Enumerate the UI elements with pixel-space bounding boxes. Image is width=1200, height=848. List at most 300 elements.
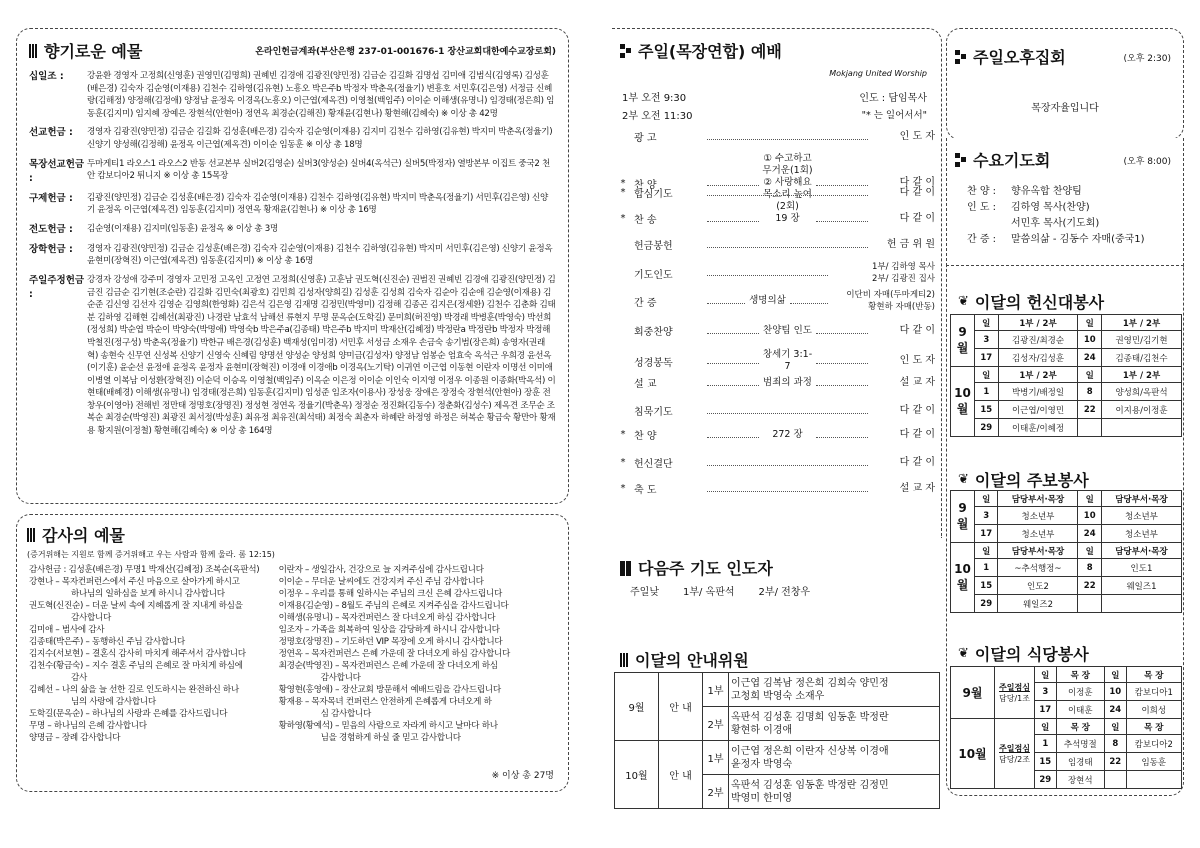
month-label: 10월 bbox=[958, 747, 987, 761]
header-cell: 일 bbox=[1035, 719, 1057, 735]
offering-names: 강경자 강성애 강주미 경영자 고민정 고옥인 고정연 고정희(신영훈) 고훈남 권도혁(신진순) 권범진 권혜빈 김경애 김광진(양민정) 김금진 김금순 김기현(조순란) 김길화 김민숙(최광호) 김민희 김성자(양희길) 김성훈 김성희 김숙자 김순아 김순애 김순영(이재용) 김순준 김신영 김선자 김영순 김영희(한영화) 김은석 김은영 김재명 김정민(박영미) 김정해 김종곤 김지은(정세환) 김천수 김춘화 김태분 김하영 김해현 김혜선(최광진) 나경란 남효석 남해선 류현지 무명 문옥순(도학길) 문미희(허진영) 박경래 박병훈(박영숙) 박선희(정성희) 박순엽 박순이 박양숙(박명애) 박영숙b 박은주a(김종태) 박은주b 박지미 박재산(김혜정) 박정란a 박정란b 박정자 박정해 박철진(정구성) 박춘옥(정율기) 박한규 배은경(김성훈) 백재성(임미경) 서민후 서성금 소재우 손금숙 송기범(장은희) 송영자(권래혁) 송현숙 신무연 신성복 신양기 신영숙 신혜림 양명선 양성순 양성희 양미금(김성자) 양정남 엄봉순 엄효숙 옥석근 우희경 윤선옥(이기훈) 윤순선 윤정애 윤정옥 윤정자 윤현미(장혁진) 이경애 이경애b 이경옥(노기탁) 이귀연 이근엽 이동현 이란자 이명선 이미애 이병열 이복남 이성환(장혁진) 이순덕 이승옥 이영철(백임주) 이옥순 이은정 이이순 이인숙 이지영 이정우 이종원 이종화(박옥석) 이현태(배혜경) 이해생(유명니) 임경태(정은희) 임동훈(김지미) 임성준 임조자(이용사) 장성웅 장애은 장정숙 장현석(안현아) 장훈 전창우(이영아) 전해빈 정만태 정명호(장명진) 정성현 정연옥 정율기(박춘옥) 정정순 정진화(김동수) 정춘화(김성수) 제옥견 조무순 조복순 최경순(박영진) 최광진 최서정(박성훈) 최유정 최유진(최석태) 최정숙 최춘자 하혜란 하정영 하정은 허복순 황금숙 황만아 황재용 황지원(이정철) 황현해(김혜숙) ※ 이상 총 164명 bbox=[87, 274, 556, 437]
dot-leader bbox=[707, 432, 759, 438]
assignee-cell: ~추석행정~ bbox=[998, 559, 1078, 577]
online-account: 온라인헌금계좌(부산은행 237-01-001676-1 장산교회대한예수교장로회) bbox=[255, 47, 556, 57]
dot-leader bbox=[707, 358, 759, 364]
table-header-row bbox=[951, 491, 1182, 507]
table-row bbox=[951, 595, 1182, 613]
offering-row bbox=[29, 158, 556, 186]
day-cell: 29 bbox=[975, 595, 998, 613]
worship-item: 침묵기도 bbox=[634, 407, 673, 418]
thanks-item: 황영현(홍영애) – 장산교회 방문해서 예배드림을 감사드립니다 bbox=[278, 685, 501, 695]
wednesday-time: (오후 8:00) bbox=[1123, 157, 1171, 167]
header-cell: 담당부서·목장 bbox=[998, 543, 1078, 559]
assignee-cell: 캄보디아2 bbox=[1126, 735, 1181, 753]
day-cell: 3 bbox=[975, 507, 998, 525]
header-cell: 목 장 bbox=[1126, 667, 1181, 683]
worship-detail: 범죄의 과정 bbox=[763, 376, 812, 388]
thanks-item: 이재용(김순영) – 8월도 주님의 은혜로 지켜주심을 감사드립니다 bbox=[278, 601, 509, 611]
header-cell: 담당부서·목장 bbox=[1101, 543, 1181, 559]
worship-row bbox=[612, 289, 941, 313]
offering-label: 십일조 : bbox=[29, 71, 64, 82]
devotion-heading: ❦ 이달의 헌신대봉사 bbox=[958, 293, 1105, 312]
usher-part: 1부 bbox=[703, 741, 729, 775]
day-cell: 8 bbox=[1078, 383, 1102, 401]
wednesday-value: 김하영 목사(찬양) bbox=[1011, 202, 1090, 213]
worship-row bbox=[612, 153, 941, 213]
stand-mark: * bbox=[620, 429, 626, 440]
assignee-cell: 박병기/배정일 bbox=[998, 383, 1078, 401]
usher-part: 1부 bbox=[703, 673, 729, 707]
stand-note: "* 는 일어서서" bbox=[861, 110, 927, 121]
worship-leader: 설 교 자 bbox=[899, 376, 936, 388]
flower-icon: ❦ bbox=[958, 646, 969, 661]
dot-leader bbox=[816, 380, 868, 386]
day-cell: 1 bbox=[975, 559, 998, 577]
worship-leader: 설 교 자 bbox=[899, 482, 935, 494]
worship-item: 찬 송 bbox=[634, 215, 657, 226]
thanks-item: 님을 경험하게 하실 줄 믿고 감사합니다 bbox=[320, 733, 461, 743]
dot-leader bbox=[707, 216, 759, 222]
worship-row bbox=[612, 481, 941, 496]
thanks-item: 임조자 – 가족을 회복하여 일상을 감당하게 하시니 감사합니다 bbox=[278, 625, 500, 635]
header-cell: 일 bbox=[1078, 315, 1102, 331]
worship-row bbox=[612, 323, 941, 338]
thanks-item: 감사헌금 : 김성훈(배은경) 무명1 박재산(김혜정) 조복순(옥판석) bbox=[29, 565, 260, 575]
worship-leader: 다 같 이 bbox=[899, 177, 936, 188]
offering-label: 장학헌금 : bbox=[29, 243, 73, 255]
stand-mark: * bbox=[620, 483, 626, 494]
wednesday-value: 말씀의삶 - 김동수 자매(중국1) bbox=[1011, 234, 1145, 245]
usher-names: 이근엽 정은희 이란자 신상복 이경애 윤정자 박영숙 bbox=[729, 741, 940, 775]
worship-item: 광 고 bbox=[634, 133, 657, 144]
assignee-cell: 웨일즈2 bbox=[998, 595, 1078, 613]
worship-leader: 인 도 자 bbox=[899, 355, 936, 366]
day-cell: 3 bbox=[1035, 683, 1057, 701]
worship-leader: 다 같 이 bbox=[899, 456, 935, 468]
header-cell: 1부 / 2부 bbox=[998, 367, 1078, 383]
flower-icon: ❦ bbox=[958, 294, 969, 309]
worship-leader: 1부/ 김하영 목사 2부/ 김광진 집사 bbox=[872, 262, 935, 284]
ushers-heading: 이달의 안내위원 bbox=[620, 648, 749, 671]
table-header-row bbox=[951, 367, 1182, 383]
thanks-item: 황재용 – 목자목녀 컨퍼런스 안전하게 은혜롭게 다녀오게 하 bbox=[278, 697, 492, 707]
thanks-right-list bbox=[277, 564, 558, 744]
worship-row bbox=[612, 237, 941, 252]
wednesday-line bbox=[967, 232, 1145, 248]
worship-row bbox=[612, 427, 941, 442]
stand-mark: * bbox=[620, 457, 626, 468]
month-label: 9월 bbox=[951, 315, 975, 367]
offering-label: 목장선교헌금 : bbox=[29, 158, 85, 184]
dot-leader bbox=[707, 134, 868, 140]
bullet-icon bbox=[955, 153, 967, 167]
usher-names: 옥판석 김성훈 임동훈 박정란 김정민 박영미 한미영 bbox=[729, 775, 940, 809]
afternoon-panel bbox=[946, 28, 1184, 140]
worship-leader: 다 같 이 bbox=[899, 186, 935, 198]
usher-names: 옥판석 김성훈 김명희 임동훈 박정란 황현하 이경애 bbox=[729, 707, 940, 741]
month-label: 10월 bbox=[951, 367, 975, 437]
table-header-row bbox=[951, 719, 1182, 735]
thanks-item: 도학길(문옥순) – 하나님의 사랑과 은혜를 감사드립니다 bbox=[29, 709, 228, 719]
header-cell: 일 bbox=[1105, 667, 1127, 683]
wednesday-key bbox=[967, 216, 1011, 232]
assignee-cell: 청소년부 bbox=[998, 525, 1078, 543]
wednesday-value: 향유옥합 찬양팀 bbox=[1011, 186, 1082, 197]
header-cell: 일 bbox=[1078, 367, 1102, 383]
worship-leader: 다 같 이 bbox=[899, 324, 936, 336]
day-cell: 22 bbox=[1078, 577, 1101, 595]
assignee-cell: 김광진/최경순 bbox=[998, 331, 1078, 349]
worship-row bbox=[612, 349, 941, 373]
next-prayer-first: 1부/ 옥판석 bbox=[682, 587, 735, 598]
afternoon-title: 주일오후집회 bbox=[973, 48, 1066, 67]
header-cell: 일 bbox=[1035, 667, 1057, 683]
worship-row bbox=[612, 211, 941, 226]
team-cell bbox=[995, 719, 1035, 789]
worship-item: 헌신결단 bbox=[634, 459, 673, 470]
wednesday-key: 간 증 : bbox=[967, 234, 997, 245]
header-cell: 일 bbox=[975, 367, 999, 383]
offering-row bbox=[29, 223, 556, 237]
bar-icon bbox=[29, 44, 38, 58]
thanks-item: 감사합니다 bbox=[320, 673, 361, 683]
assignee-cell: 이지용/이정훈 bbox=[1102, 401, 1182, 419]
assignee-cell: 추석명절 bbox=[1056, 735, 1104, 753]
thanks-item: 권도혁(신진순) – 더운 날씨 속에 지혜롭게 잘 지내게 하심을 bbox=[29, 601, 243, 611]
table-row bbox=[951, 401, 1182, 419]
team-name: 주일점심 bbox=[999, 743, 1030, 753]
thanks-item: 님의 사랑에 감사합니다 bbox=[71, 697, 156, 707]
wednesday-title: 수요기도회 bbox=[973, 151, 1051, 170]
worship-row bbox=[612, 375, 941, 390]
team-cell bbox=[995, 667, 1035, 719]
worship-row bbox=[612, 403, 941, 418]
assignee-cell: 김종태/김천수 bbox=[1102, 349, 1182, 367]
thanks-item: 김혜선 – 나의 삶을 늘 선한 길로 인도하시는 완전하신 하나 bbox=[29, 685, 239, 695]
header-cell: 목 장 bbox=[1056, 719, 1104, 735]
dot-leader bbox=[790, 298, 828, 304]
table-row bbox=[951, 349, 1182, 367]
ushers-table bbox=[614, 672, 940, 809]
day-cell: 8 bbox=[1078, 559, 1101, 577]
thanks-item: 김천수(황금숙) – 지수 결혼 주님의 은혜로 잘 마치게 하심에 bbox=[29, 661, 243, 671]
bar-icon bbox=[620, 653, 629, 667]
afternoon-body: 목장자율입니다 bbox=[1031, 103, 1099, 114]
day-cell: 10 bbox=[1105, 683, 1127, 701]
offering-list bbox=[29, 70, 556, 438]
thanks-item: 이란자 – 생일감사, 건강으로 늘 지켜주심에 감사드립니다 bbox=[278, 565, 484, 575]
assignee-cell: 이태훈 bbox=[1056, 701, 1104, 719]
next-prayer-sunday: 주일낮 bbox=[630, 587, 659, 598]
worship-detail: 생명의삶 bbox=[749, 295, 786, 306]
day-cell: 15 bbox=[1035, 753, 1057, 771]
day-cell: 17 bbox=[975, 525, 998, 543]
dot-leader bbox=[816, 358, 868, 364]
header-cell: 일 bbox=[975, 315, 999, 331]
worship-leader: 인 도 자 bbox=[899, 130, 935, 142]
wednesday-line bbox=[967, 184, 1145, 200]
lead-label: 인도 : 담임목사 bbox=[859, 93, 927, 104]
offering-row bbox=[29, 243, 556, 268]
worship-detail: ① 수고하고 무거운(1회) ② 사랑해요 목소리 높여(2회) bbox=[762, 153, 813, 212]
kitchen-heading: ❦ 이달의 식당봉사 bbox=[958, 645, 1089, 664]
usher-names: 이근엽 김복남 정은희 김희숙 양민정 고청희 박영숙 소재우 bbox=[729, 673, 940, 707]
dot-leader bbox=[707, 298, 745, 304]
offering-label: 전도헌금 : bbox=[29, 223, 73, 235]
worship-item: 합심기도 bbox=[634, 189, 673, 200]
wednesday-lines bbox=[967, 184, 1145, 248]
worship-leader: 다 같 이 bbox=[899, 212, 936, 224]
header-cell: 1부 / 2부 bbox=[1102, 367, 1182, 383]
worship-row bbox=[612, 261, 941, 285]
assignee-cell: 권영민/김기현 bbox=[1102, 331, 1182, 349]
offering-names: 경영자 김광진(양민정) 김금순 김길화 김성훈(배은경) 김숙자 김순영(이재용) 김지미 김천수 김하영(김유현) 박지미 박춘옥(정율기) 신양기 양성해(김정해) 윤정옥 이근엽(제옥견) 이이순 임동훈 ※ 이상 총 18명 bbox=[87, 127, 553, 150]
next-prayer-row bbox=[630, 583, 810, 598]
thanks-item: 김종태(박은주) – 동행하신 주님 감사합니다 bbox=[29, 637, 185, 647]
worship-item: 찬 양 bbox=[634, 179, 657, 191]
month-label: 9월 bbox=[962, 686, 983, 700]
day-cell bbox=[1078, 419, 1102, 437]
day-cell: 22 bbox=[1105, 753, 1127, 771]
day-cell: 17 bbox=[975, 349, 999, 367]
table-row bbox=[951, 419, 1182, 437]
thanks-item: 이해생(유명니) – 목자컨퍼런스 잘 다녀오게 하심 감사합니다 bbox=[278, 613, 496, 623]
assignee-cell: 이희성 bbox=[1126, 701, 1181, 719]
header-cell: 1부 / 2부 bbox=[998, 315, 1078, 331]
usher-part: 2부 bbox=[703, 707, 729, 741]
day-cell: 10 bbox=[1078, 507, 1101, 525]
dot-leader bbox=[707, 408, 868, 414]
thanks-item: 감사합니다 bbox=[71, 613, 112, 623]
worship-item: 찬 양 bbox=[634, 431, 657, 442]
thanks-verse: (증거위해는 지원로 함께 증거위해고 우는 사람과 함께 울라. 롬 12:15) bbox=[27, 550, 275, 559]
service-time-1: 1부 오전 9:30 bbox=[622, 93, 687, 104]
assignee-cell: 인도1 bbox=[1101, 559, 1181, 577]
bar-icon bbox=[27, 528, 36, 542]
offering-row bbox=[29, 274, 556, 438]
thanks-left-list bbox=[27, 564, 277, 744]
worship-detail: 19 장 bbox=[775, 212, 800, 224]
stand-mark: * bbox=[620, 213, 626, 224]
header-cell: 담당부서·목장 bbox=[998, 491, 1078, 507]
assignee-cell: 임경태 bbox=[1056, 753, 1104, 771]
table-header-row bbox=[951, 667, 1182, 683]
day-cell: 1 bbox=[1035, 735, 1057, 753]
table-row bbox=[951, 525, 1182, 543]
thanks-panel bbox=[16, 514, 569, 792]
worship-leader: 이단비 자매(두마게티2) 황현하 자매(반동) bbox=[846, 290, 935, 312]
table-row bbox=[951, 383, 1182, 401]
day-cell: 15 bbox=[975, 401, 999, 419]
service-time-2: 2부 오전 11:30 bbox=[622, 111, 693, 122]
afternoon-time: (오후 2:30) bbox=[1123, 54, 1171, 64]
assignee-cell: 청소년부 bbox=[998, 507, 1078, 525]
team-name: 주일점심 bbox=[999, 682, 1030, 692]
assignee-cell bbox=[1102, 419, 1182, 437]
header-cell: 목 장 bbox=[1056, 667, 1104, 683]
month-label: 9월 bbox=[951, 491, 975, 543]
bulletin-table bbox=[950, 490, 1182, 613]
kitchen-table bbox=[950, 666, 1182, 789]
day-cell: 3 bbox=[975, 331, 999, 349]
stand-mark: * bbox=[620, 177, 626, 189]
next-prayer-heading: 다음주 기도 인도자 bbox=[620, 556, 773, 579]
stand-mark: * bbox=[620, 187, 626, 198]
table-row bbox=[951, 507, 1182, 525]
thanks-item: 황하영(황예석) – 믿음의 사람으로 자라게 하시고 날마다 하나 bbox=[278, 721, 498, 731]
day-cell: 24 bbox=[1078, 525, 1101, 543]
assignee-cell: 웨일즈1 bbox=[1101, 577, 1181, 595]
assignee-cell: 청소년부 bbox=[1101, 525, 1181, 543]
worship-item: 성경봉독 bbox=[634, 357, 673, 369]
thanks-item: 무명 – 하나님의 은혜 감사합니다 bbox=[29, 721, 147, 731]
header-cell: 담당부서·목장 bbox=[1101, 491, 1181, 507]
dot-leader bbox=[707, 486, 868, 492]
thanks-item: 양명금 – 장례 감사합니다 bbox=[29, 733, 121, 743]
header-cell: 일 bbox=[1105, 719, 1127, 735]
assignee-cell: 장현석 bbox=[1056, 771, 1104, 789]
worship-item: 설 교 bbox=[634, 379, 657, 390]
day-cell: 1 bbox=[975, 383, 999, 401]
assignee-cell: 양성희/옥판석 bbox=[1102, 383, 1182, 401]
offering-label: 주일주정헌금 : bbox=[29, 274, 85, 300]
worship-detail: 찬양팀 인도 bbox=[763, 324, 812, 336]
usher-row bbox=[615, 741, 940, 775]
table-header-row bbox=[951, 543, 1182, 559]
thanks-item: 이정우 – 우리를 통해 일하시는 주님의 크신 은혜 감사드립니다 bbox=[278, 589, 503, 599]
bullet-icon bbox=[620, 561, 632, 575]
assignee-cell bbox=[1126, 771, 1181, 789]
assignee-cell: 이정훈 bbox=[1056, 683, 1104, 701]
offering-names: 두마게티1 라오스1 라오스2 반동 선교본부 실버2(김영순) 실버3(양성순) 실버4(옥석근) 실버5(박정자) 열방본부 이집트 중국2 천안 캄보디아2 튀니지 ※ 이상 총 15목장 bbox=[87, 158, 551, 182]
thanks-item: 강현나 – 목자컨퍼런스에서 주신 마음으로 살아가게 하시고 bbox=[29, 577, 240, 587]
wednesday-key: 찬 양 : bbox=[967, 186, 997, 197]
offering-panel bbox=[16, 28, 569, 504]
worship-item: 회중찬양 bbox=[634, 327, 673, 338]
offering-row bbox=[29, 126, 556, 151]
day-cell: 24 bbox=[1078, 349, 1102, 367]
worship-item: 간 증 bbox=[634, 297, 657, 309]
assignee-cell: 인도2 bbox=[998, 577, 1078, 595]
usher-role: 안 내 bbox=[659, 673, 703, 741]
header-cell: 1부 / 2부 bbox=[1102, 315, 1182, 331]
month-label: 10월 bbox=[951, 543, 975, 613]
header-cell: 일 bbox=[975, 543, 998, 559]
dot-leader bbox=[816, 328, 868, 334]
bulletin-heading: ❦ 이달의 주보봉사 bbox=[958, 471, 1089, 490]
worship-row bbox=[612, 455, 941, 470]
wednesday-panel bbox=[946, 138, 1184, 266]
usher-role: 안 내 bbox=[659, 741, 703, 809]
thanks-item: 최경순(박영진) – 목자컨퍼런스 은혜 가운데 잘 다녀오게 하심 bbox=[278, 661, 498, 671]
header-cell: 일 bbox=[1078, 491, 1101, 507]
dot-leader bbox=[707, 190, 868, 196]
worship-item: 축 도 bbox=[634, 485, 657, 496]
wednesday-line bbox=[967, 200, 1145, 216]
assignee-cell: 김성자/김성훈 bbox=[998, 349, 1078, 367]
offering-names: 강윤환 경영자 고정희(신영훈) 권영민(김명희) 권혜빈 김경애 김광진(양민정) 김금순 김길화 김명섭 김미애 김범식(김영록) 김성훈(배은경) 김숙자 김순영(이재용) 김천수 김하영(김유현) 노흥오 박은주b 박정자 박춘옥(정율기) 변흥호 서민후(김은영) 서정금 신혜랑(김해정) 양정해(김정애) 양정남 윤정옥 이경옥(노흥오) 이근엽(제옥견) 이영철(백임주) 이이순 이해생(유명니) 임경태(정은희) 임동훈(김지미) 임지혜 장예은 장현석(안현아) 정연옥 최경순(김해진) 황재윤(김현나) 황현해(김혜숙) ※ 이상 총 42명 bbox=[87, 71, 555, 119]
wednesday-value: 서민후 목사(기도회) bbox=[1011, 218, 1100, 229]
dot-leader bbox=[707, 380, 759, 386]
dot-leader bbox=[707, 270, 828, 276]
worship-item: 기도인도 bbox=[634, 269, 673, 281]
offering-row bbox=[29, 192, 556, 217]
assignee-cell: 청소년부 bbox=[1101, 507, 1181, 525]
table-row bbox=[951, 577, 1182, 595]
worship-row bbox=[612, 129, 941, 144]
worship-title: 주일(목장연합) 예배 bbox=[638, 42, 782, 61]
month-cell bbox=[951, 719, 995, 789]
dot-leader bbox=[707, 460, 868, 466]
assignee-cell: 이근엽/이영민 bbox=[998, 401, 1078, 419]
day-cell bbox=[1105, 771, 1127, 789]
devotion-table bbox=[950, 314, 1182, 437]
thanks-item: 심 감사합니다 bbox=[320, 709, 372, 719]
worship-panel bbox=[612, 28, 942, 538]
day-cell: 10 bbox=[1078, 331, 1102, 349]
thanks-item: 하나님의 일하심을 보게 하시니 감사합니다 bbox=[71, 589, 225, 599]
bullet-icon bbox=[955, 50, 967, 64]
offering-label: 선교헌금 : bbox=[29, 127, 73, 139]
month-cell bbox=[951, 667, 995, 719]
day-cell: 29 bbox=[1035, 771, 1057, 789]
assignee-cell: 임동훈 bbox=[1126, 753, 1181, 771]
worship-subtitle: Mokjang United Worship bbox=[829, 69, 927, 78]
day-cell: 29 bbox=[975, 419, 999, 437]
table-header-row bbox=[951, 315, 1182, 331]
day-cell: 17 bbox=[1035, 701, 1057, 719]
team-sub: 담당/2조 bbox=[999, 754, 1030, 764]
worship-row bbox=[612, 185, 941, 200]
day-cell bbox=[1078, 595, 1101, 613]
bullet-icon bbox=[620, 44, 632, 58]
team-sub: 담당/1조 bbox=[999, 693, 1030, 703]
thanks-item: 정명호(장명진) – 기도하던 VIP 목장에 오게 하시니 감사합니다 bbox=[278, 637, 503, 647]
thanks-item: 정연옥 – 목자컨퍼런스 은혜 가운데 잘 다녀오게 하심 감사합니다 bbox=[278, 649, 511, 659]
offering-label: 구제헌금 : bbox=[29, 192, 73, 204]
next-prayer-second: 2부/ 전창우 bbox=[758, 587, 811, 598]
wednesday-key: 인 도 : bbox=[967, 202, 997, 213]
header-cell: 일 bbox=[1078, 543, 1101, 559]
day-cell: 8 bbox=[1105, 735, 1127, 753]
offering-names: 김광진(양민정) 김금순 김성훈(배은경) 김숙자 김순영(이재용) 김천수 김하영(김유현) 박지미 박춘옥(정율기) 서민후(김은영) 신양기 윤정옥 이근엽(제옥견) 임동훈(김지미) 정연옥 황재윤(김현나) ※ 이상 총 16명 bbox=[87, 192, 549, 216]
wednesday-line bbox=[967, 216, 1145, 232]
thanks-item: 김미애 – 범사에 감사 bbox=[29, 625, 105, 635]
assignee-cell bbox=[1101, 595, 1181, 613]
worship-leader: 다 같 이 bbox=[899, 404, 935, 416]
table-row bbox=[951, 331, 1182, 349]
thanks-item: 이이순 – 무더운 날씨에도 건강지켜 주신 주님 감사합니다 bbox=[278, 577, 484, 587]
worship-detail: 창세기 3:1-7 bbox=[762, 349, 813, 372]
worship-detail: 272 장 bbox=[772, 428, 803, 440]
thanks-title: 감사의 예물 bbox=[42, 526, 125, 545]
dot-leader bbox=[816, 216, 868, 222]
table-row bbox=[951, 559, 1182, 577]
thanks-item: 김지수(서보현) – 결혼식 감사히 마치게 해주셔서 감사합니다 bbox=[29, 649, 246, 659]
day-cell: 22 bbox=[1078, 401, 1102, 419]
dot-leader bbox=[707, 328, 759, 334]
usher-month: 10월 bbox=[615, 741, 659, 809]
usher-month: 9월 bbox=[615, 673, 659, 741]
offering-names: 경영자 김광진(양민정) 김금순 김성훈(배은경) 김숙자 김순영(이재용) 김천수 김하영(김유현) 박지미 서민후(김은영) 신양기 윤정옥 윤현미(장혁진) 이근엽(제옥견) 임동훈(김지미) ※ 이상 총 16명 bbox=[87, 243, 553, 267]
dot-leader bbox=[707, 242, 868, 248]
day-cell: 15 bbox=[975, 577, 998, 595]
header-cell: 목 장 bbox=[1126, 719, 1181, 735]
offering-names: 김순영(이재용) 김지미(임동훈) 윤정옥 ※ 이상 총 3명 bbox=[87, 223, 278, 234]
worship-leader: 헌 금 위 원 bbox=[886, 238, 935, 250]
dot-leader bbox=[816, 432, 868, 438]
